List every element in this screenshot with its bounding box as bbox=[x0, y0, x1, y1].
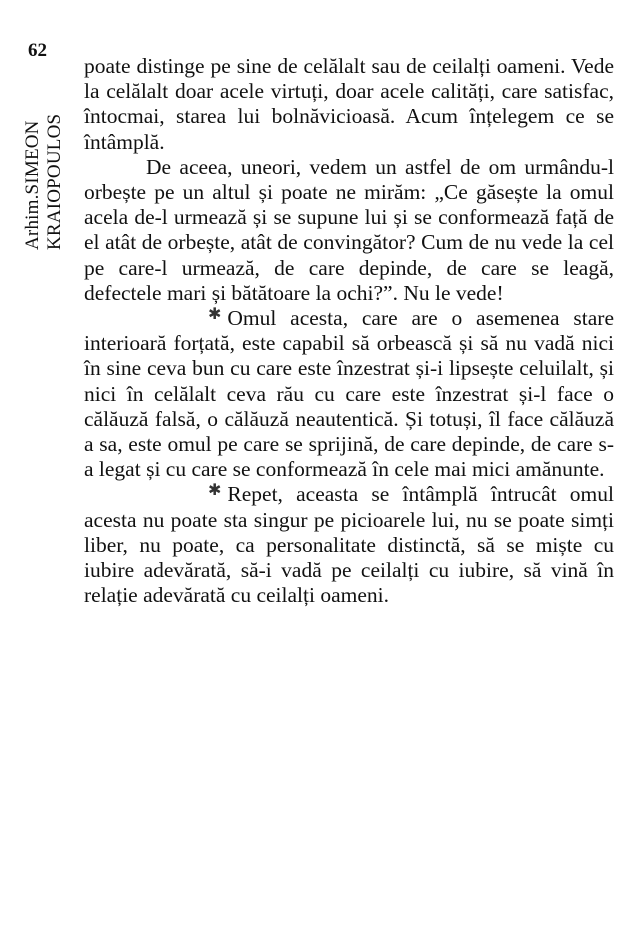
paragraph-4 bbox=[84, 482, 614, 608]
running-head-author: Arhim.SIMEON bbox=[22, 120, 43, 250]
page-number: 62 bbox=[28, 40, 47, 61]
paragraph-2 bbox=[84, 155, 614, 306]
paragraph-1-text: poate distinge pe sine de celălalt sau de ceilalți oameni. Vede la celălalt doar acele virtuți, doar acele calități, care satisfac, întocmai, starea lui bolnăvicioasă. Acum înțelegem ce se întâmplă. bbox=[84, 54, 614, 154]
paragraph-2-text: De aceea, uneori, vedem un astfel de om urmându-l orbește pe un altul și poate ne mirăm: „Ce găsește la omul acela de-l urmează și se supune lui și se conformează față de el atât de orbește, atât de convingător? Cum de nu vede la cel pe care-l urmează, de care depinde, de care se leagă, defectele mari și bătătoare la ochi?”. Nu le vede! bbox=[84, 154, 614, 305]
running-head-surname: KRAIOPOULOS bbox=[44, 113, 65, 250]
paragraph-4-text: Repet, aceasta se întâmplă întrucât omul acesta nu poate sta singur pe picioarele lui, nu se poate simți liber, nu poate, ca personalitate distinctă, să se miște cu iubire adevărată, să-i vadă pe ceilalți cu iubire, să vină în relație adevărată cu ceilalți oameni. bbox=[84, 482, 614, 608]
asterisk-mark-icon: ✱ bbox=[208, 306, 222, 324]
paragraph-3-text: Omul acesta, care are o asemenea stare interioară forțată, este capabil să orbească și să nu vadă nici în sine ceva bun cu care este înzestrat și-i lipsește celuilalt, și nici în celălalt ceva rău cu care este înzestrat și-l face o călăuză falsă, o călăuză neautentică. Și totuși, îl face călăuză a sa, este omul pe care se sprijină, de care depinde, de care s-a legat și cu care se conformează în cele mai mici amănunte. bbox=[84, 306, 614, 482]
asterisk-mark-icon: ✱ bbox=[208, 482, 222, 500]
paragraph-3 bbox=[84, 306, 614, 482]
body-text bbox=[84, 54, 614, 608]
running-head bbox=[22, 10, 74, 250]
paragraph-1 bbox=[84, 54, 614, 155]
